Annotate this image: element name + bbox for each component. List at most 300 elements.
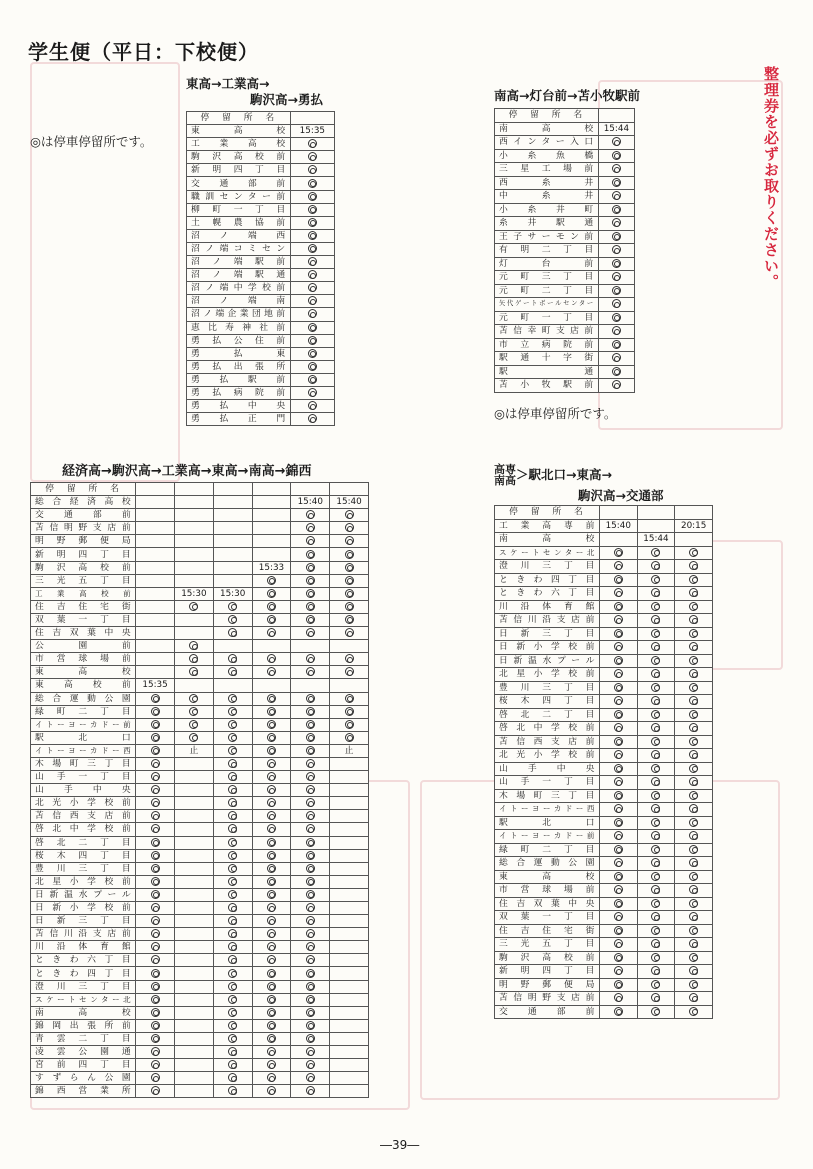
header-cell (252, 483, 291, 496)
stop-mark-cell (213, 613, 252, 626)
double-circle-icon (267, 916, 276, 925)
double-circle-icon (189, 667, 198, 676)
double-circle-icon (306, 942, 315, 951)
double-circle-icon (189, 720, 198, 729)
stop-mark-cell (136, 771, 175, 784)
stop-mark-cell (599, 965, 637, 979)
stop-name: 元町一丁目 (495, 311, 599, 325)
table-row (31, 1032, 369, 1045)
double-circle-icon (612, 326, 621, 335)
stop-name: 交 通 部 前 (495, 1005, 600, 1019)
stop-mark-cell (637, 911, 675, 925)
double-circle-icon (267, 811, 276, 820)
double-circle-icon (267, 942, 276, 951)
stop-mark-cell (598, 257, 634, 271)
double-circle-icon (651, 899, 660, 908)
double-circle-icon (651, 872, 660, 881)
table-row (31, 784, 369, 797)
empty-cell (136, 535, 175, 548)
double-circle-icon (306, 1060, 315, 1069)
stop-mark-cell (675, 870, 713, 884)
double-circle-icon (689, 953, 698, 962)
double-circle-icon (614, 980, 623, 989)
table-row (495, 311, 635, 325)
stop-mark-cell (599, 857, 637, 871)
double-circle-icon (612, 367, 621, 376)
double-circle-icon (228, 785, 237, 794)
stop-mark-cell (599, 951, 637, 965)
stop-name: 川沿体育館 (495, 600, 600, 614)
stop-mark-cell (637, 897, 675, 911)
double-circle-icon (689, 737, 698, 746)
stop-name: 木場町三丁目 (495, 789, 600, 803)
double-circle-icon (651, 737, 660, 746)
stop-mark-cell (598, 311, 634, 325)
double-circle-icon (228, 1060, 237, 1069)
table-row (495, 762, 713, 776)
table-row (31, 810, 369, 823)
double-circle-icon (651, 602, 660, 611)
stop-name: 北光小学校前 (31, 797, 136, 810)
empty-cell (136, 496, 175, 509)
empty-cell (252, 548, 291, 561)
double-circle-icon (306, 916, 315, 925)
stop-name: 西インター入口 (495, 136, 599, 150)
empty-cell (174, 522, 213, 535)
stop-mark-cell (637, 789, 675, 803)
double-circle-icon (306, 576, 315, 585)
stop-mark-cell (291, 548, 330, 561)
stop-mark-cell (252, 967, 291, 980)
empty-cell (174, 941, 213, 954)
double-circle-icon (306, 929, 315, 938)
double-circle-icon (228, 759, 237, 768)
double-circle-icon (151, 916, 160, 925)
double-circle-icon (228, 929, 237, 938)
stop-mark-cell (136, 980, 175, 993)
stop-name: 工 業 高 校 (187, 138, 291, 151)
double-circle-icon (189, 641, 198, 650)
stop-name: 日新三丁目 (31, 915, 136, 928)
stop-name: ときわ六丁目 (495, 587, 600, 601)
table-row (31, 653, 369, 666)
stop-name: 恵比寿神社前 (187, 321, 291, 334)
double-circle-icon (228, 838, 237, 847)
stop-mark-cell (675, 1005, 713, 1019)
stop-mark-cell (213, 980, 252, 993)
double-circle-icon (689, 696, 698, 705)
empty-cell (330, 640, 369, 653)
double-circle-icon (614, 993, 623, 1002)
stop-mark-cell (213, 600, 252, 613)
stop-mark-cell (136, 993, 175, 1006)
double-circle-icon (345, 576, 354, 585)
double-circle-icon (151, 942, 160, 951)
stop-name: 豊川三丁目 (31, 862, 136, 875)
table-row (495, 776, 713, 790)
empty-cell (213, 496, 252, 509)
double-circle-icon (308, 401, 317, 410)
double-circle-icon (151, 955, 160, 964)
double-circle-icon (306, 824, 315, 833)
table-row (495, 298, 635, 312)
empty-cell (174, 757, 213, 770)
stop-name: 山手一丁目 (31, 771, 136, 784)
double-circle-icon (651, 980, 660, 989)
double-circle-icon (306, 1047, 315, 1056)
stop-mark-cell (637, 573, 675, 587)
stop-name: 公 園 前 (31, 640, 136, 653)
stop-mark-cell (675, 708, 713, 722)
empty-cell (136, 561, 175, 574)
empty-cell (174, 1085, 213, 1098)
empty-cell (174, 993, 213, 1006)
empty-cell (330, 1032, 369, 1045)
stop-mark-cell (637, 762, 675, 776)
table-row (495, 870, 713, 884)
stop-mark-cell (290, 360, 334, 373)
stop-mark-cell (675, 843, 713, 857)
stop-mark-cell (213, 954, 252, 967)
double-circle-icon (228, 707, 237, 716)
double-circle-icon (151, 838, 160, 847)
table-row (187, 125, 335, 138)
double-circle-icon (267, 903, 276, 912)
stop-mark-cell (136, 836, 175, 849)
stop-mark-cell (291, 784, 330, 797)
table-row (495, 560, 713, 574)
stop-mark-cell (675, 560, 713, 574)
double-circle-icon (306, 694, 315, 703)
stop-mark-cell (675, 722, 713, 736)
stop-name: 有明二丁目 (495, 244, 599, 258)
stop-mark-cell (599, 911, 637, 925)
stop-name: 市営球場前 (495, 884, 600, 898)
table-row (495, 271, 635, 285)
table-row (31, 1006, 369, 1019)
stop-name: 三光五丁目 (495, 938, 600, 952)
route1-timetable (186, 111, 335, 426)
empty-cell (136, 613, 175, 626)
empty-cell (330, 1072, 369, 1085)
stop-mark-cell (252, 718, 291, 731)
double-circle-icon (306, 733, 315, 742)
stop-mark-cell (291, 862, 330, 875)
double-circle-icon (614, 602, 623, 611)
table-row (187, 269, 335, 282)
stop-mark-cell (252, 1006, 291, 1019)
stop-name: 苫信明野支店前 (31, 522, 136, 535)
stop-mark-cell (637, 735, 675, 749)
route4-title-line1: ＞駅北口→東高→ (516, 467, 612, 482)
stop-mark-cell (675, 627, 713, 641)
stop-mark-cell (599, 668, 637, 682)
double-circle-icon (228, 1086, 237, 1095)
double-circle-icon (651, 791, 660, 800)
stop-mark-cell (252, 823, 291, 836)
table-row (31, 509, 369, 522)
stop-mark-cell (291, 980, 330, 993)
table-row (495, 708, 713, 722)
stop-mark-cell (290, 177, 334, 190)
empty-cell (174, 797, 213, 810)
double-circle-icon (267, 746, 276, 755)
route1-title (186, 76, 323, 108)
stop-mark-cell (637, 803, 675, 817)
double-circle-icon (614, 818, 623, 827)
table-row (187, 177, 335, 190)
stop-name: 西 糸 井 (495, 176, 599, 190)
double-circle-icon (612, 299, 621, 308)
empty-cell (174, 1059, 213, 1072)
stop-mark-cell (252, 744, 291, 757)
double-circle-icon (151, 694, 160, 703)
empty-cell (136, 587, 175, 600)
double-circle-icon (614, 696, 623, 705)
double-circle-icon (612, 151, 621, 160)
stop-mark-cell (136, 1032, 175, 1045)
empty-cell (330, 888, 369, 901)
stop-mark-cell (291, 509, 330, 522)
route3-title: 経済高→駒沢高→工業高→東高→南高→錦西 (62, 464, 312, 479)
stop-name: 元町三丁目 (495, 271, 599, 285)
empty-cell (330, 1046, 369, 1059)
route2-title: 南高→灯台前→苫小牧駅前 (494, 88, 640, 103)
stop-mark-cell (252, 574, 291, 587)
stop-name: 南 高 校 (495, 122, 599, 136)
stop-mark-cell (213, 862, 252, 875)
double-circle-icon (612, 232, 621, 241)
header-cell (330, 483, 369, 496)
double-circle-icon (345, 667, 354, 676)
empty-cell (174, 954, 213, 967)
stop-mark-cell (291, 1046, 330, 1059)
empty-cell (174, 823, 213, 836)
stop-name: 双葉一丁目 (495, 911, 600, 925)
stop-mark-cell (598, 325, 634, 339)
empty-cell (174, 862, 213, 875)
stop-mark-cell (291, 810, 330, 823)
stop-name: 駒沢高校前 (31, 561, 136, 574)
empty-cell (174, 980, 213, 993)
double-circle-icon (267, 982, 276, 991)
stop-mark-cell (213, 823, 252, 836)
double-circle-icon (689, 804, 698, 813)
empty-cell (213, 548, 252, 561)
empty-cell (330, 915, 369, 928)
stop-mark-cell (136, 797, 175, 810)
stop-mark-cell (330, 692, 369, 705)
departure-time-cell: 15:35 (136, 679, 175, 692)
stop-note: ◎は停車停留所です。 (494, 406, 617, 421)
stop-name: 緑町二丁目 (495, 843, 600, 857)
double-circle-icon (306, 811, 315, 820)
double-circle-icon (612, 340, 621, 349)
stop-mark-cell (637, 600, 675, 614)
double-circle-icon (267, 955, 276, 964)
stop-mark-cell (675, 587, 713, 601)
stop-mark-cell (136, 1019, 175, 1032)
stop-mark-cell (599, 654, 637, 668)
double-circle-icon (345, 602, 354, 611)
stop-mark-cell (291, 705, 330, 718)
table-row (495, 830, 713, 844)
route1-title-line2: 駒沢高→勇払 (250, 92, 323, 107)
empty-cell (174, 915, 213, 928)
double-circle-icon (267, 929, 276, 938)
header-cell (213, 483, 252, 496)
double-circle-icon (306, 536, 315, 545)
empty-cell (174, 967, 213, 980)
stop-name: 新明四丁目 (31, 548, 136, 561)
stop-mark-cell (330, 535, 369, 548)
stop-mark-cell (213, 888, 252, 901)
stop-mark-cell (675, 681, 713, 695)
stop-mark-cell (252, 1046, 291, 1059)
table-row (187, 151, 335, 164)
stop-mark-cell (291, 535, 330, 548)
stop-mark-cell (290, 203, 334, 216)
stop-name: 豊川三丁目 (495, 681, 600, 695)
stop-mark-cell (252, 836, 291, 849)
stop-mark-cell (598, 136, 634, 150)
stop-mark-cell (213, 666, 252, 679)
stop-mark-cell (599, 708, 637, 722)
stop-mark-cell (213, 993, 252, 1006)
empty-cell (136, 600, 175, 613)
stop-name: 職訓センター前 (187, 190, 291, 203)
table-row (31, 705, 369, 718)
empty-cell (174, 810, 213, 823)
header-stop-name: 停 留 所 名 (187, 112, 291, 125)
stop-mark-cell (599, 938, 637, 952)
double-circle-icon (189, 602, 198, 611)
stop-name: 苫信西支店前 (495, 735, 600, 749)
double-circle-icon (267, 654, 276, 663)
stop-mark-cell (599, 843, 637, 857)
double-circle-icon (614, 1007, 623, 1016)
table-row (31, 980, 369, 993)
stop-mark-cell (598, 217, 634, 231)
empty-cell (136, 522, 175, 535)
double-circle-icon (308, 218, 317, 227)
stop-mark-cell (599, 924, 637, 938)
stop-mark-cell (252, 941, 291, 954)
table-row (31, 666, 369, 679)
stop-mark-cell (290, 138, 334, 151)
stop-name: 灯 台 前 (495, 257, 599, 271)
double-circle-icon (308, 296, 317, 305)
double-circle-icon (689, 575, 698, 584)
stop-mark-cell (213, 941, 252, 954)
double-circle-icon (267, 1034, 276, 1043)
table-row (31, 692, 369, 705)
stop-mark-cell (599, 546, 637, 560)
stop-mark-cell (637, 924, 675, 938)
stop-mark-cell (291, 928, 330, 941)
empty-cell (213, 679, 252, 692)
double-circle-icon (651, 548, 660, 557)
double-circle-icon (689, 872, 698, 881)
table-row (187, 347, 335, 360)
stop-name: 勇 払 東 (187, 347, 291, 360)
stop-mark-cell (675, 789, 713, 803)
double-circle-icon (306, 1034, 315, 1043)
stop-mark-cell (290, 334, 334, 347)
stop-name: 駅通十字街 (495, 352, 599, 366)
route1-title-line1: 東高→工業高→ (186, 76, 270, 91)
table-row (31, 1046, 369, 1059)
double-circle-icon (651, 642, 660, 651)
empty-cell (174, 548, 213, 561)
table-row (495, 857, 713, 871)
double-circle-icon (345, 694, 354, 703)
stop-mark-cell (136, 888, 175, 901)
table-row (31, 679, 369, 692)
table-row (187, 295, 335, 308)
table-row (495, 735, 713, 749)
double-circle-icon (228, 1073, 237, 1082)
double-circle-icon (345, 589, 354, 598)
departure-time-cell: 15:44 (637, 533, 675, 547)
stop-name: 矢代ゲートボールセンター (495, 298, 599, 312)
empty-cell (213, 522, 252, 535)
stop-mark-cell (675, 614, 713, 628)
stop-mark-cell (637, 938, 675, 952)
stop-mark-cell (637, 587, 675, 601)
double-circle-icon (308, 179, 317, 188)
table-row (31, 888, 369, 901)
double-circle-icon (651, 1007, 660, 1016)
empty-cell (637, 519, 675, 533)
stop-mark-cell (136, 1006, 175, 1019)
stop-mark-cell (291, 561, 330, 574)
stop-name: 啓北二丁目 (495, 708, 600, 722)
double-circle-icon (345, 510, 354, 519)
empty-cell (213, 561, 252, 574)
stop-mark-cell (330, 574, 369, 587)
table-row (495, 379, 635, 393)
stop-name: 元町二丁目 (495, 284, 599, 298)
stop-mark-cell (213, 915, 252, 928)
stop-mark-cell (252, 915, 291, 928)
stop-mark-cell (599, 762, 637, 776)
double-circle-icon (308, 152, 317, 161)
stop-name: 糸井駅通 (495, 217, 599, 231)
empty-cell (136, 548, 175, 561)
double-circle-icon (345, 550, 354, 559)
stop-mark-cell (213, 1006, 252, 1019)
stop-mark-cell (330, 666, 369, 679)
table-row (495, 668, 713, 682)
empty-cell (330, 797, 369, 810)
double-circle-icon (228, 995, 237, 1004)
double-circle-icon (614, 831, 623, 840)
empty-cell (213, 640, 252, 653)
stop-mark-cell (330, 731, 369, 744)
double-circle-icon (612, 380, 621, 389)
double-circle-icon (228, 694, 237, 703)
table-row (495, 938, 713, 952)
stop-mark-cell (330, 653, 369, 666)
double-circle-icon (651, 710, 660, 719)
double-circle-icon (689, 656, 698, 665)
double-circle-icon (151, 811, 160, 820)
table-row (495, 816, 713, 830)
stop-name: 工業高専前 (495, 519, 600, 533)
table-row (495, 681, 713, 695)
stop-mark-cell (291, 1059, 330, 1072)
